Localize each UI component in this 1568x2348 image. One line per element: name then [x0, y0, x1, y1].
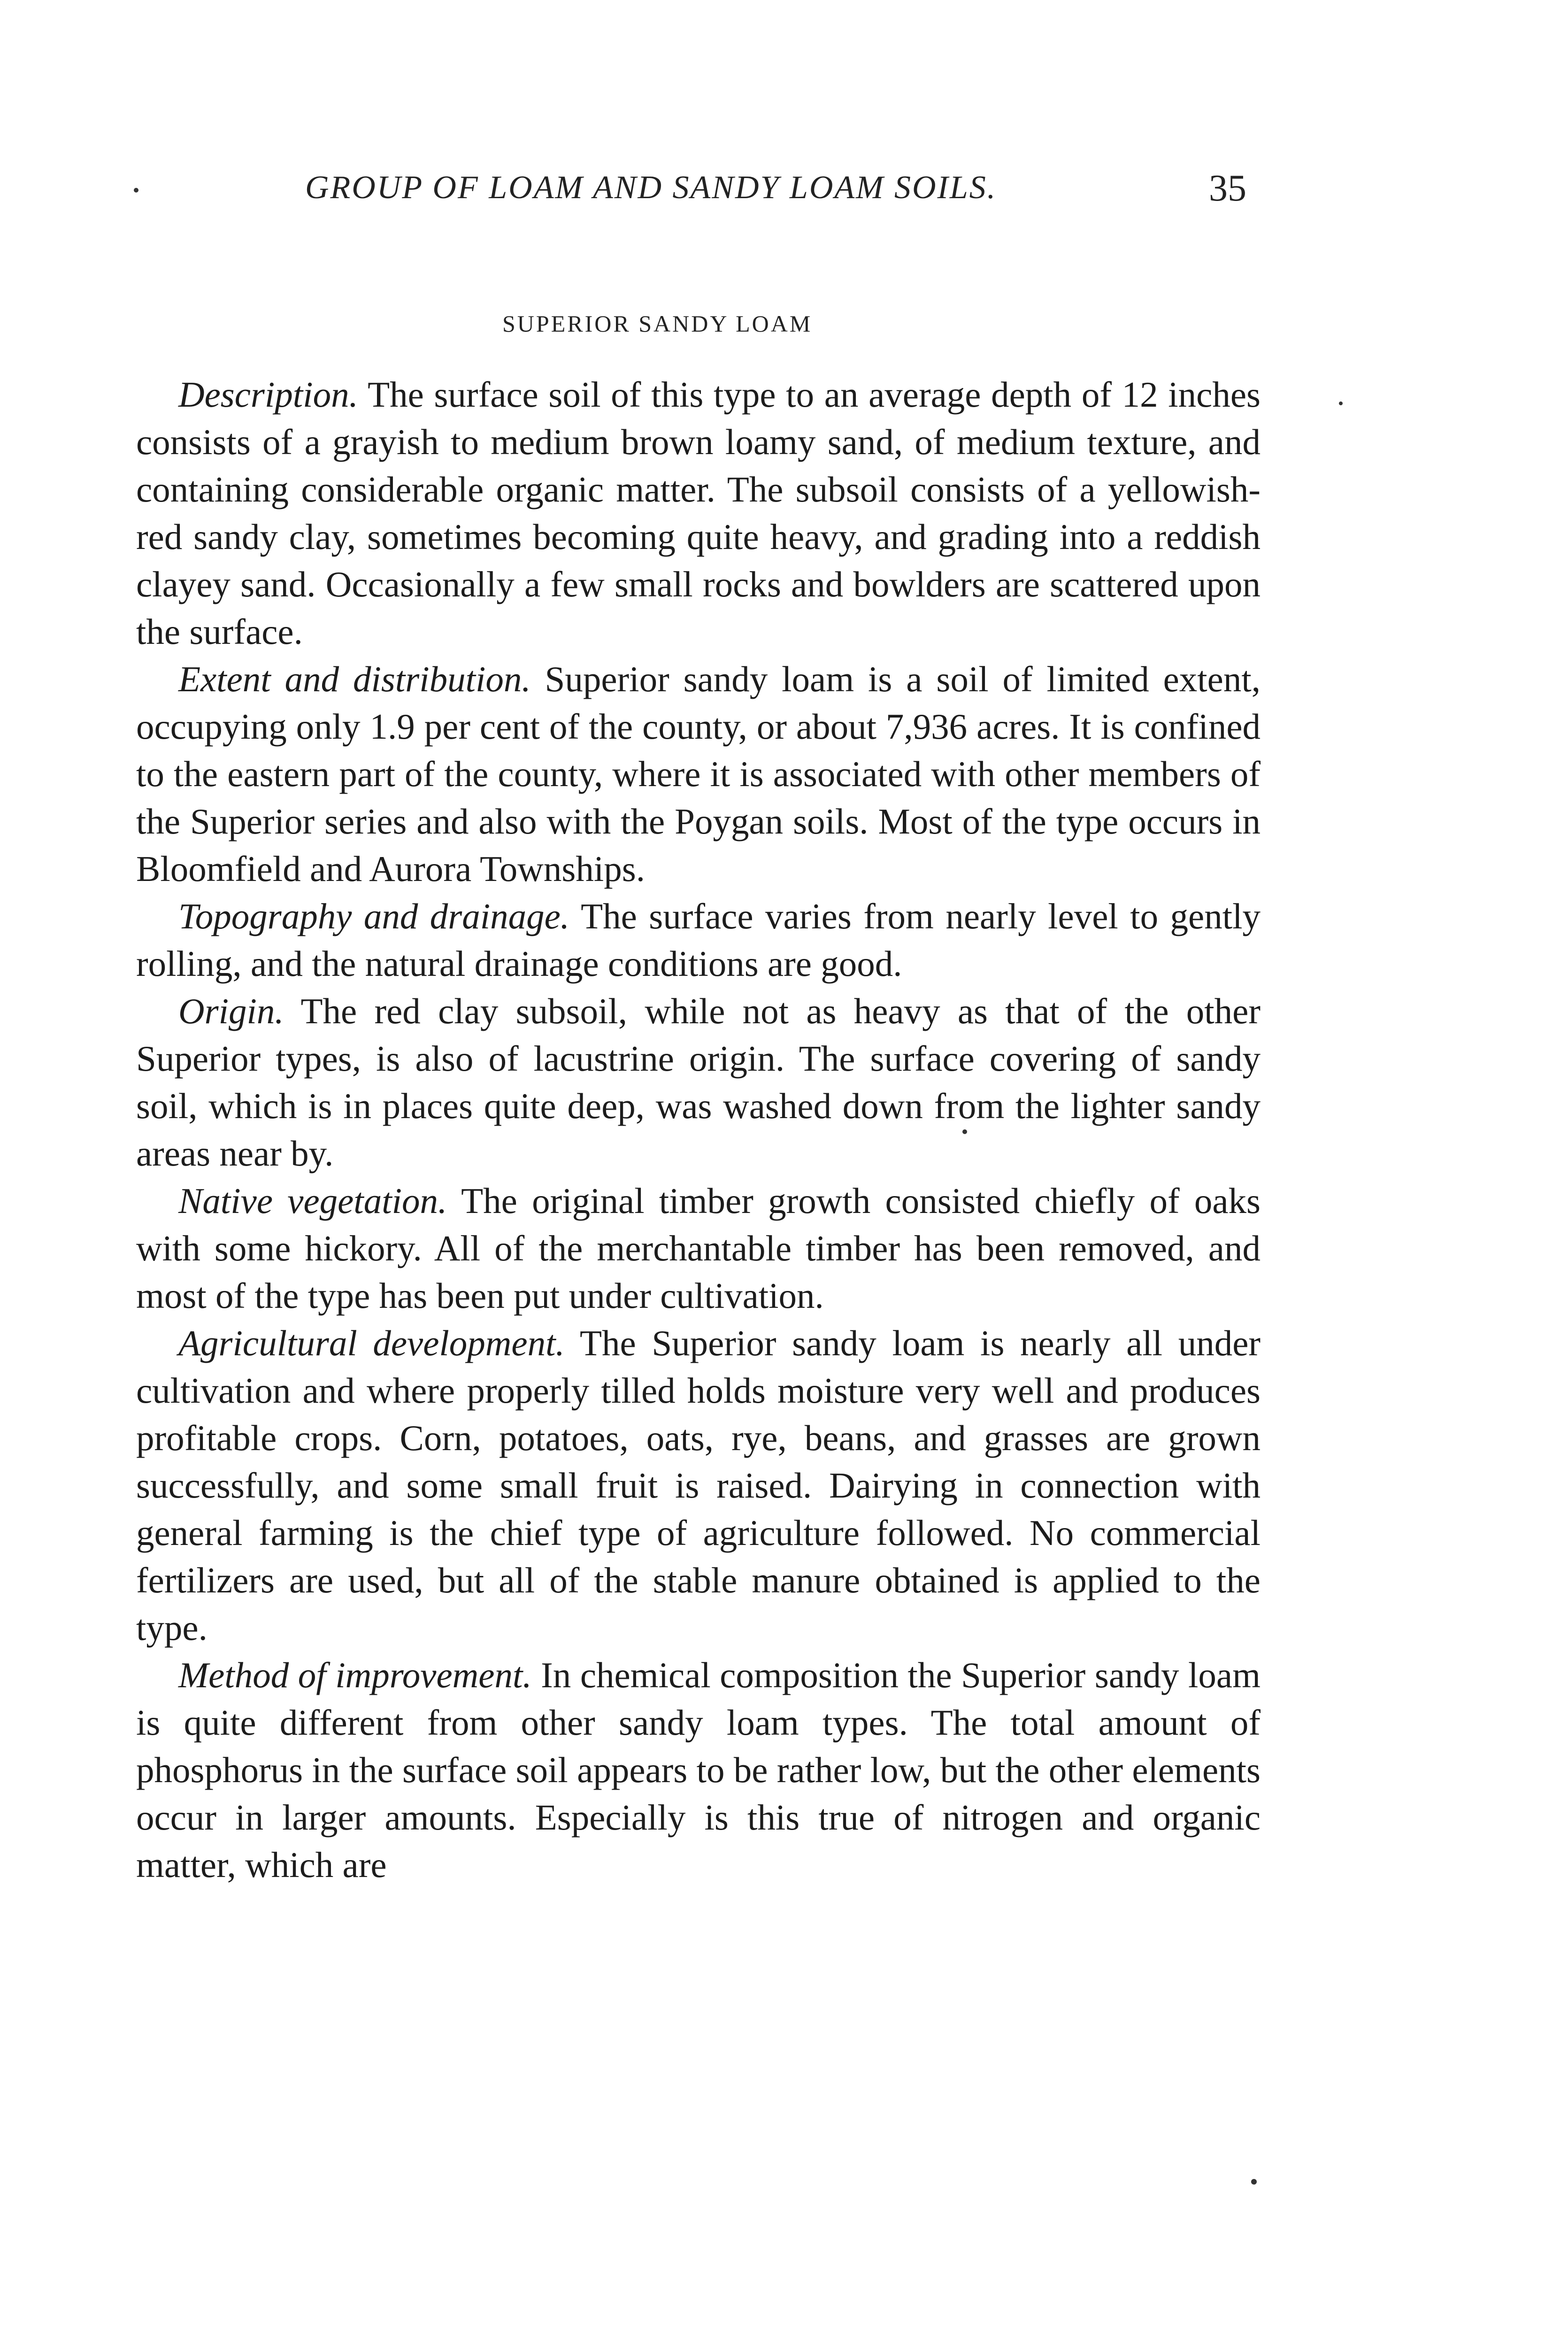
scan-speck	[1339, 402, 1343, 405]
paragraph-text: In chemical composition the Superior sandy loam is quite different from other sandy loam types. The total amount of phosphorus in the surface soil appears to be rather low, but the other elements occur in larger amounts. Especially is this true of nitrogen and organic matter, which are	[136, 1655, 1261, 1885]
paragraph-heading: Method of improvement.	[178, 1655, 532, 1695]
scan-speck	[1251, 2179, 1257, 2185]
paragraph-text: The original timber growth consisted chiefly of oaks with some hickory. All of the merchantable timber has been removed, and most of the type has been put under cultivation.	[136, 1181, 1261, 1316]
paragraph-text: The Superior sandy loam is nearly all under cultivation and where properly tilled holds moisture very well and produces profitable crops. Corn, potatoes, oats, rye, beans, and grasses are grown successfully, and some small fruit is raised. Dairying in connection with general farming is the chief type of agriculture followed. No commercial fertilizers are used, but all of the stable manure obtained is applied to the type.	[136, 1323, 1261, 1648]
page-number: 35	[1209, 168, 1246, 209]
paragraph-agricultural-development	[136, 1320, 1261, 1652]
paragraph-heading: Origin.	[178, 991, 284, 1031]
paragraph-heading: Description.	[178, 374, 358, 415]
section-title: SUPERIOR SANDY LOAM	[502, 310, 813, 337]
paragraph-heading: Extent and distribution.	[178, 659, 531, 699]
paragraph-text: The red clay subsoil, while not as heavy as that of the other Superior types, is also of lacustrine origin. The surface covering of sandy soil, which is in places quite deep, was washed down from the lighter sandy areas near by.	[136, 991, 1261, 1174]
paragraph-description	[136, 371, 1261, 656]
scan-speck	[134, 188, 138, 193]
paragraph-native-vegetation	[136, 1177, 1261, 1320]
paragraph-topography-drainage	[136, 893, 1261, 988]
paragraph-heading: Native vegetation.	[178, 1181, 447, 1221]
running-head: GROUP OF LOAM AND SANDY LOAM SOILS.	[305, 170, 997, 206]
paragraph-heading: Topography and drainage.	[178, 896, 570, 936]
paragraph-method-of-improvement	[136, 1652, 1261, 1889]
paragraph-extent-distribution	[136, 656, 1261, 893]
paragraph-text: The surface varies from nearly level to gently rolling, and the natural drainage conditions are good.	[136, 896, 1261, 984]
paragraph-heading: Agricultural development.	[178, 1323, 565, 1363]
body-text	[136, 371, 1261, 1889]
paragraph-text: The surface soil of this type to an average depth of 12 inches consists of a grayish to medium brown loamy sand, of medium texture, and containing considerable organic matter. The subsoil consists of a yellowish-red sandy clay, sometimes becoming quite heavy, and grading into a reddish clayey sand. Occasionally a few small rocks and bowlders are scattered upon the surface.	[136, 374, 1261, 652]
paragraph-origin	[136, 988, 1261, 1177]
scan-speck	[962, 1129, 967, 1134]
paragraph-text: Superior sandy loam is a soil of limited extent, occupying only 1.9 per cent of the county, or about 7,936 acres. It is confined to the eastern part of the county, where it is associated with other members of the Superior series and also with the Poygan soils. Most of the type occurs in Bloomfield and Aurora Townships.	[136, 659, 1261, 889]
